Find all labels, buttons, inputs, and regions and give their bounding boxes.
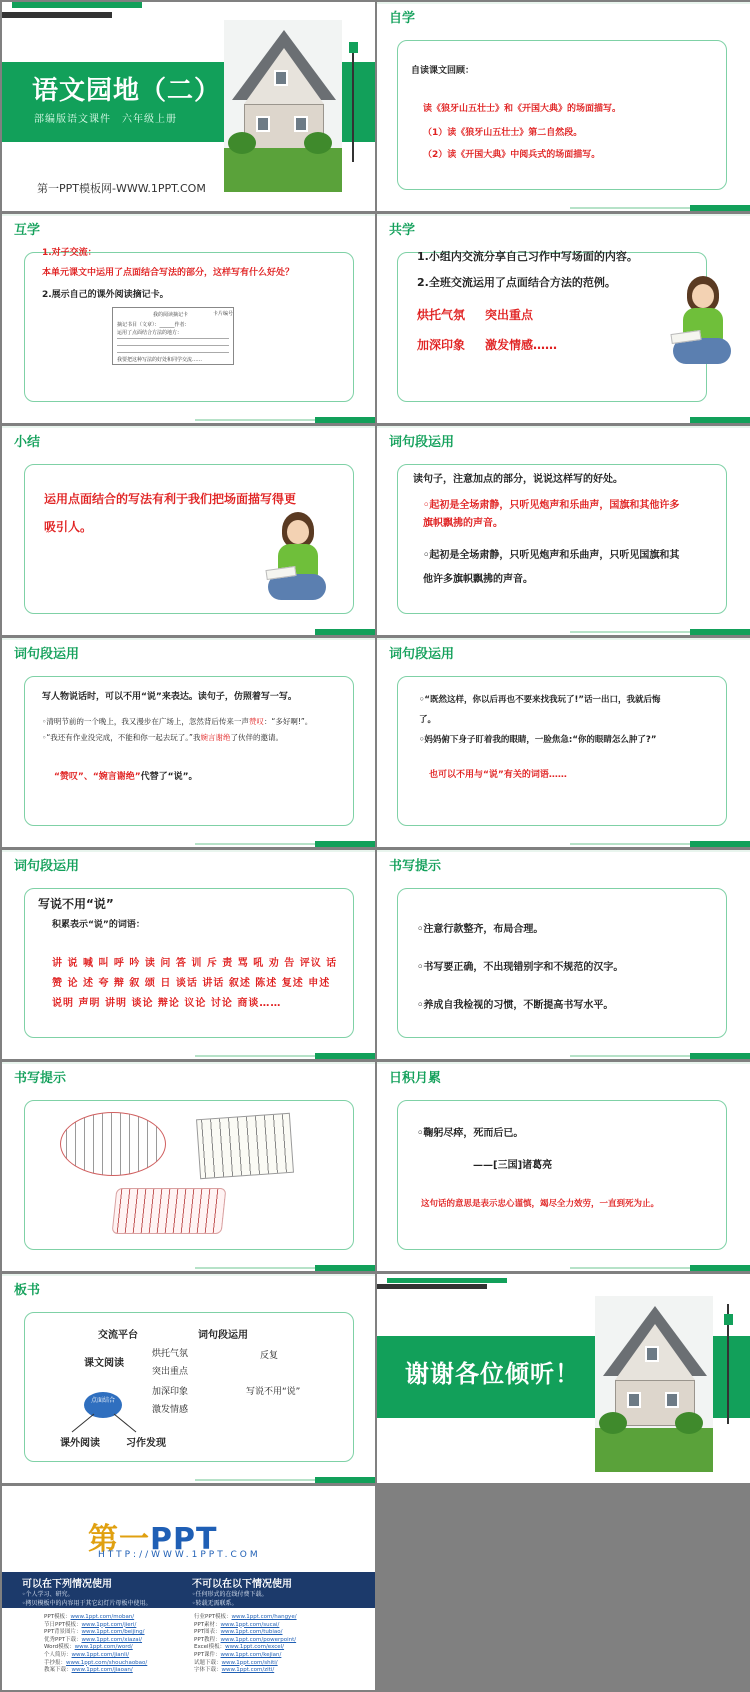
slide-title: 词句段运用 [389,647,455,662]
can-use-heading: 可以在下列情况使用 [22,1579,112,1590]
link[interactable]: www.1ppt.com/jieri/ [81,1621,137,1628]
link[interactable]: www.1ppt.com/shouchaobao/ [66,1659,148,1666]
calligraphy-scroll-image [196,1113,294,1179]
node-jifa: 激发情感 [152,1405,189,1415]
grass [595,1428,713,1472]
rule [117,345,229,346]
link[interactable]: www.1ppt.com/word/ [74,1644,133,1651]
example-2-text: ◦“我还有作业没完成，不能和你一起去玩了。”我 [42,733,201,742]
line-2: 本单元课文中运用了点面结合写法的部分，这样写有什么好处？ [42,268,295,278]
top-line [377,214,750,216]
green-bar [315,1053,375,1059]
slide-xiaojie[interactable] [2,426,375,635]
rule [117,352,229,353]
green-bar [690,629,750,635]
link-label: 教案下载： [44,1667,72,1674]
tag-2: 突出重点 [485,308,534,322]
link[interactable]: www.1ppt.com/jiaoan/ [71,1667,133,1674]
sentence-2a: ◦起初是全场肃静，只听见炮声和乐曲声，只听见国旗和其 [423,550,680,561]
top-line [2,426,375,428]
tip-1: ◦注意行款整齐，布局合理。 [417,924,544,935]
green-bar [690,841,750,847]
house-window [627,1392,641,1408]
top-line [2,638,375,640]
node-jiaoliu: 交流平台 [98,1330,138,1341]
top-line [377,638,750,640]
tip-3: ◦养成自我检视的习惯，不断提高书写水平。 [417,1000,614,1011]
cover-subtitle: 部编版语文课件 六年级上册 [34,114,177,125]
slide-rijiyue[interactable] [377,1062,750,1271]
line-2: 2.全班交流运用了点面结合方法的范例。 [417,276,616,289]
link[interactable]: www.1ppt.com/beijing/ [81,1629,145,1636]
logo-part-1: 第一 [88,1522,150,1557]
line-3: 2.展示自己的课外阅读摘记卡。 [42,290,169,300]
slide-title: 词句段运用 [14,859,80,874]
example-1-highlight: 赞叹 [248,717,264,726]
can-use-2: ◦拷贝模板中的内容用于其它幻灯片母板中使用。 [22,1600,152,1607]
light-bar [570,1267,690,1269]
slide-ciju-3[interactable] [377,638,750,847]
link[interactable]: www.1ppt.com/jianli/ [71,1651,130,1658]
green-bar [690,1265,750,1271]
thanks-title: 谢谢各位倾听！ [405,1360,580,1388]
slide-ciju-1[interactable] [377,426,750,635]
bush [675,1412,703,1434]
logo-url[interactable]: HTTP://WWW.1PPT.COM [98,1550,261,1560]
note: 也可以不用与“说”有关的词语…… [429,770,567,780]
words-row-1: 讲 说 喊 叫 呼 吟 读 问 答 训 斥 责 骂 吼 劝 告 评议 话 [52,958,338,969]
connector-line [114,1414,136,1432]
slide-title: 互学 [14,223,41,238]
slide-ciju-4[interactable] [2,850,375,1059]
frame-square [349,42,358,53]
link-row [194,1667,297,1675]
line-2: （1）读《狼牙山五壮士》第二自然段。 [423,128,583,138]
node-xieshuo: 写说不用“说” [246,1387,301,1397]
node-fanfu: 反复 [260,1351,279,1361]
example-2-highlight: 婉言谢绝 [200,733,231,742]
slide-gongxue[interactable] [377,214,750,423]
house-window [665,1392,679,1408]
summary-line-2: 吸引人。 [44,520,93,534]
card-line-2: 运用了点面结合方法的地方： [117,330,183,336]
top-line [377,426,750,428]
line-1: 读《狼牙山五壮士》和《开国大典》的场面描写。 [423,104,622,114]
house-window [294,116,308,132]
content-card [397,1100,727,1250]
words-row-3: 说明 声明 讲明 谈论 辩论 议论 讨论 商谈…… [52,998,282,1009]
link-label: 行业PPT模板： [194,1614,232,1620]
slide-shuxie-1[interactable] [377,850,750,1059]
link[interactable]: www.1ppt.com/moban/ [70,1614,135,1620]
green-bar [315,1265,375,1271]
author: ——[三国]诸葛亮 [473,1160,553,1171]
light-bar [570,631,690,633]
calligraphy-fan-image [112,1188,227,1234]
link[interactable]: www.1ppt.com/xiazai/ [81,1636,143,1643]
top-line [2,1062,375,1064]
sentence-1a: ◦起初是全场肃静，只听见炮声和乐曲声，国旗和其他许多 [423,500,680,511]
accent-bar [387,1278,507,1283]
link-label: PPT模板： [44,1614,71,1620]
conclusion-words: “赞叹”、“婉言谢绝” [54,772,141,782]
link-list-right [194,1614,297,1675]
link-row [44,1652,147,1660]
words-row-2: 赞 论 述 夸 辩 叙 颂 日 谈话 讲话 叙述 陈述 复述 申述 [52,978,331,989]
slide-title: 自学 [389,11,416,26]
conclusion-text: 代替了“说”。 [140,772,198,782]
cover-website: 第一PPT模板网-WWW.1PPT.COM [37,182,206,195]
calligraphy-oval-image [60,1112,166,1176]
heading: 自读课文回顾： [411,66,475,76]
tag-3: 加深印象 [417,338,466,352]
sentence-1b: 了。 [419,715,437,725]
cover-title: 语文园地（二） [32,76,222,106]
link[interactable]: www.1ppt.com/shiti/ [221,1659,278,1666]
link-row [44,1614,147,1622]
girl-reading-image [671,276,733,376]
cannot-use-heading: 不可以在以下情况使用 [192,1579,292,1590]
link-label: PPT图表： [194,1629,221,1636]
can-use-1: ◦个人学习、研究。 [22,1591,74,1598]
green-bar [315,841,375,847]
house-image [595,1296,713,1472]
slide-huxue[interactable] [2,214,375,423]
instruction: 读句子，注意加点的部分，说说这样写的好处。 [413,474,623,485]
link-label: PPT背景图片： [44,1629,82,1636]
green-bar [690,1053,750,1059]
node-tuchu: 突出重点 [152,1367,189,1377]
girl-face [692,284,714,308]
node-jiashen: 加深印象 [152,1387,189,1397]
card-line-1: 摘记书目（文章）：______作者： [117,322,190,328]
tip-2: ◦书写要正确，不出现错别字和不规范的汉字。 [417,962,624,973]
top-line [377,1062,750,1064]
bush [599,1412,627,1434]
slide-title: 词句段运用 [14,647,80,662]
card-title: 我的阅读摘记卡 [153,312,189,318]
house-window [274,70,288,86]
cannot-use-2: ◦转载无需联系。 [192,1600,238,1607]
link[interactable]: www.1ppt.com/kejian/ [220,1651,282,1658]
top-line [377,2,750,4]
reading-card-image [112,307,234,365]
node-hongtuo: 烘托气氛 [152,1349,189,1359]
light-bar [195,843,315,845]
node-kewen: 课文阅读 [84,1358,124,1369]
center-node: 点面结合 [84,1392,122,1418]
summary-line-1: 运用点面结合的写法有利于我们把场面描写得更 [44,492,297,506]
link[interactable]: www.1ppt.com/excel/ [225,1644,285,1651]
slide-zixue[interactable] [377,2,750,211]
link-list-left [44,1614,147,1675]
green-bar [315,1477,375,1483]
accent-bar-dark [377,1284,487,1289]
example-1-text: ◦清明节前的一个晚上，我又漫步在广场上，忽然背后传来一声 [42,717,249,726]
connector-line [72,1414,94,1432]
top-line [2,850,375,852]
example-2 [42,732,283,744]
light-bar [570,843,690,845]
link-label: 优秀PPT下载： [44,1636,82,1643]
link-label: Word模板： [44,1644,75,1651]
tag-1: 烘托气氛 [417,308,466,322]
slide-title: 板书 [14,1283,41,1298]
slide-title: 书写提示 [389,859,442,874]
sentence-1a: ◦“既然这样，你以后再也不要来找我玩了!”话一出口，我就后悔 [419,695,661,705]
rule [117,338,229,339]
meaning: 这句话的意思是表示忠心谨慎，竭尽全力效劳，一直到死为止。 [421,1199,660,1209]
bush [304,132,332,154]
link[interactable]: www.1ppt.com/tubiao/ [220,1629,283,1636]
slide-title: 共学 [389,223,416,238]
slide-cover[interactable] [2,2,375,211]
link-row [44,1629,147,1637]
light-bar [195,419,315,421]
slide-title: 书写提示 [14,1071,67,1086]
green-bar [315,417,375,423]
link-row [194,1652,297,1660]
link-row [194,1629,297,1637]
slide-banshu[interactable] [2,1274,375,1483]
slide-title: 小结 [14,435,41,450]
slide-ciju-2[interactable] [2,638,375,847]
instruction: 写人物说话时，可以不用“说”来表达。读句子，仿照着写一写。 [42,692,297,702]
bush [228,132,256,154]
line-3: （2）读《开国大典》中阅兵式的场面描写。 [423,150,601,160]
line-1: 1.小组内交流分享自己习作中写场面的内容。 [417,250,638,263]
link[interactable]: www.1ppt.com/sucai/ [220,1621,280,1628]
link[interactable]: www.1ppt.com/powerpoint/ [220,1636,297,1643]
link-row [194,1614,297,1622]
node-xizuo: 习作发现 [126,1438,166,1449]
logo-part-2: PPT [150,1522,218,1557]
top-line [377,850,750,852]
light-bar [570,207,690,209]
slide-title: 日积月累 [389,1071,442,1086]
example-1-end: ：“多好啊!”。 [263,717,313,726]
link-label: PPT教程： [194,1636,221,1643]
light-bar [570,1055,690,1057]
house-image [224,20,342,192]
accent-bar-dark [2,12,112,18]
link-row [44,1644,147,1652]
slide-title: 词句段运用 [389,435,455,450]
link[interactable]: www.1ppt.com/hangye/ [231,1614,297,1620]
sentence-2b: 他许多旗帜飘拂的声音。 [423,574,533,585]
frame-square [724,1314,733,1325]
node-ciju: 词句段运用 [198,1330,248,1341]
slide-thanks[interactable] [377,1274,750,1483]
light-bar [195,1479,315,1481]
green-bar [690,417,750,423]
link-label: 字体下载： [194,1667,222,1674]
grass [224,148,342,192]
accent-bar [12,2,142,8]
board-connectors [2,1274,375,1483]
slide-ad[interactable] [2,1486,375,1690]
girl-reading-image [266,512,328,612]
tag-4: 激发情感…… [485,338,558,352]
sentence-1b: 旗帜飘拂的声音。 [423,518,503,529]
link-row [44,1667,147,1675]
conclusion [54,770,198,784]
slide-shuxie-2[interactable] [2,1062,375,1271]
subheading: 积累表示“说”的词语： [52,920,145,930]
link-label: 节日PPT模板： [44,1621,82,1628]
link-label: 手抄报： [44,1659,67,1666]
frame-line [352,42,354,162]
example-2-end: 了伙伴的邀请。 [230,733,283,742]
link-label: 试题下载： [194,1659,222,1666]
light-bar [195,1267,315,1269]
line-1: 1.对子交流： [42,248,97,258]
cannot-use-1: ◦任何形式的在线付费下载。 [192,1591,268,1598]
green-bar [690,205,750,211]
link[interactable]: www.1ppt.com/ziti/ [221,1667,275,1674]
node-kewai: 课外阅读 [60,1438,100,1449]
light-bar [195,1055,315,1057]
link-row [194,1644,297,1652]
house-window [256,116,270,132]
top-line [2,214,375,216]
card-number: 卡片编号 [213,311,234,317]
link-label: PPT课件： [194,1651,221,1658]
girl-face [287,520,309,544]
card-line-3: 我要把这种写法的好处和同学交流…… [117,357,203,363]
link-label: Excel模板： [194,1644,226,1651]
link-label: 个人简历： [44,1651,72,1658]
idiom: ◦鞠躬尽瘁，死而后已。 [417,1128,524,1139]
link-label: PPT素材： [194,1621,221,1628]
example-1 [42,716,312,728]
green-bar [315,629,375,635]
sentence-2: ◦妈妈俯下身子盯着我的眼睛，一脸焦急:“你的眼睛怎么肿了?” [419,735,657,745]
heading: 写说不用“说” [38,897,114,911]
house-window [645,1346,659,1362]
